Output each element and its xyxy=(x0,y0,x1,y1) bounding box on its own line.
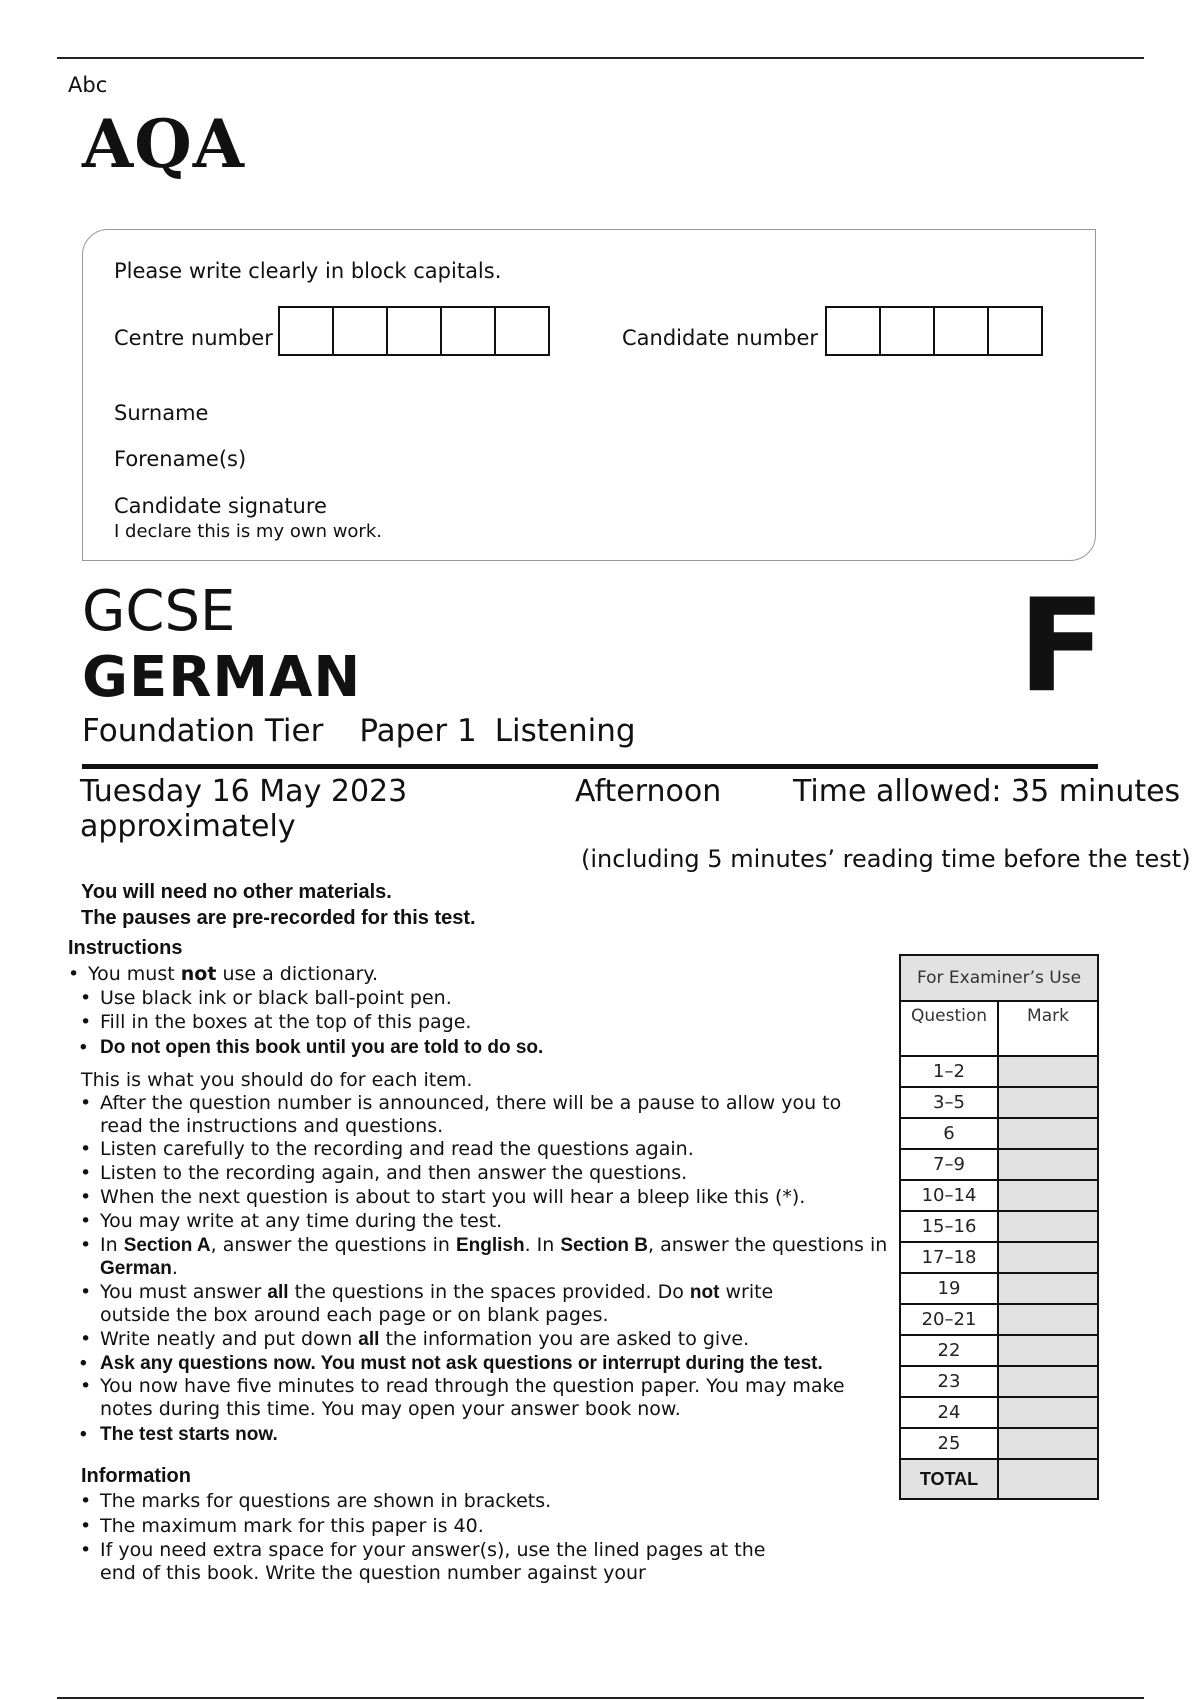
mark-cell[interactable] xyxy=(998,1304,1098,1335)
declaration-text: I declare this is my own work. xyxy=(114,521,382,542)
question-cell: 19 xyxy=(900,1273,998,1304)
top-rule xyxy=(57,57,1144,59)
table-row xyxy=(900,1335,1098,1366)
list-item: • The marks for questions are shown in brackets. xyxy=(78,1490,798,1513)
mark-cell[interactable] xyxy=(998,1428,1098,1459)
question-cell: 25 xyxy=(900,1428,998,1459)
candidate-number-digit[interactable] xyxy=(933,306,989,356)
materials-note: You will need no other materials. xyxy=(81,881,392,903)
subject-title: GERMAN xyxy=(82,645,362,710)
list-item: • After the question number is announced, there will be a pause to allow you to read the instructions and questions. xyxy=(78,1092,880,1138)
question-cell: 6 xyxy=(900,1118,998,1149)
question-cell: 1–2 xyxy=(900,1056,998,1087)
mark-cell[interactable] xyxy=(998,1149,1098,1180)
information-heading: Information xyxy=(81,1465,191,1487)
centre-number-boxes[interactable] xyxy=(278,306,550,356)
mark-cell[interactable] xyxy=(998,1366,1098,1397)
forenames-label: Forename(s) xyxy=(114,447,247,471)
list-item: • In Section A, answer the questions in English. In Section B, answer the questions in German. xyxy=(78,1234,890,1280)
tier-letter: F xyxy=(1018,572,1106,721)
centre-number-digit[interactable] xyxy=(332,306,388,356)
each-item-text: This is what you should do for each item. xyxy=(81,1069,473,1091)
question-cell: 24 xyxy=(900,1397,998,1428)
table-row xyxy=(900,1273,1098,1304)
question-column-header: Question xyxy=(900,1001,998,1056)
mark-cell[interactable] xyxy=(998,1273,1098,1304)
mark-column-header: Mark xyxy=(998,1001,1098,1056)
paper-label: Paper 1 xyxy=(359,713,477,749)
list-item: • When the next question is about to start you will hear a bleep like this (*). xyxy=(78,1186,880,1209)
exam-date: Tuesday 16 May 2023 xyxy=(80,774,408,809)
table-row xyxy=(900,1242,1098,1273)
total-label: TOTAL xyxy=(900,1459,998,1499)
question-cell: 20–21 xyxy=(900,1304,998,1335)
table-row xyxy=(900,1056,1098,1087)
mark-cell[interactable] xyxy=(998,1397,1098,1428)
list-item: • The maximum mark for this paper is 40. xyxy=(78,1515,798,1538)
mark-cell[interactable] xyxy=(998,1087,1098,1118)
centre-number-digit[interactable] xyxy=(278,306,334,356)
table-row xyxy=(900,1149,1098,1180)
signature-label: Candidate signature xyxy=(114,494,327,518)
table-row xyxy=(900,1397,1098,1428)
list-item: • Listen to the recording again, and then answer the questions. xyxy=(78,1162,880,1185)
list-item: • You now have five minutes to read through the question paper. You may make notes during this time. You may open your answer book now. xyxy=(78,1375,860,1421)
mark-cell[interactable] xyxy=(998,1056,1098,1087)
question-cell: 10–14 xyxy=(900,1180,998,1211)
centre-number-digit[interactable] xyxy=(386,306,442,356)
list-item: • You may write at any time during the test. xyxy=(78,1210,880,1233)
question-cell: 15–16 xyxy=(900,1211,998,1242)
list-item: • If you need extra space for your answer(s), use the lined pages at the end of this book. Write the question number against your xyxy=(78,1539,790,1585)
question-cell: 23 xyxy=(900,1366,998,1397)
reading-time-note: (including 5 minutes’ reading time before the test) xyxy=(581,845,1191,873)
list-item: • You must answer all the questions in the spaces provided. Do not write outside the box around each page or on blank pages. xyxy=(78,1281,830,1327)
qualification-title: GCSE xyxy=(82,579,236,644)
list-item: • Do not open this book until you are told to do so. xyxy=(78,1036,908,1059)
steps-list xyxy=(78,1092,888,1446)
candidate-number-digit[interactable] xyxy=(879,306,935,356)
question-cell: 17–18 xyxy=(900,1242,998,1273)
list-item: • Use black ink or black ball-point pen. xyxy=(78,987,908,1010)
information-list xyxy=(78,1490,798,1585)
mark-cell[interactable] xyxy=(998,1211,1098,1242)
surname-label: Surname xyxy=(114,401,209,425)
total-row xyxy=(900,1459,1098,1499)
total-mark-cell[interactable] xyxy=(998,1459,1098,1499)
title-rule xyxy=(82,764,1098,769)
candidate-number-digit[interactable] xyxy=(825,306,881,356)
time-of-day: Afternoon xyxy=(575,774,722,809)
list-item: • Fill in the boxes at the top of this page. xyxy=(78,1011,908,1034)
table-row xyxy=(900,1428,1098,1459)
mark-cell[interactable] xyxy=(998,1335,1098,1366)
list-item: • The test starts now. xyxy=(78,1423,880,1446)
question-cell: 7–9 xyxy=(900,1149,998,1180)
candidate-number-boxes[interactable] xyxy=(825,306,1043,356)
list-item: • Write neatly and put down all the information you are asked to give. xyxy=(78,1328,880,1351)
table-row xyxy=(900,1180,1098,1211)
list-item: • Ask any questions now. You must not ask questions or interrupt during the test. xyxy=(78,1352,880,1375)
instructions-heading: Instructions xyxy=(68,937,183,959)
candidate-number-digit[interactable] xyxy=(987,306,1043,356)
instructions-first xyxy=(66,963,906,986)
centre-number-digit[interactable] xyxy=(494,306,550,356)
mark-cell[interactable] xyxy=(998,1242,1098,1273)
list-item: • Listen carefully to the recording and read the questions again. xyxy=(78,1138,880,1161)
time-allowed: Time allowed: 35 minutes xyxy=(793,774,1181,809)
table-row xyxy=(900,1211,1098,1242)
tier-label: Foundation Tier xyxy=(82,713,324,749)
candidate-number-label: Candidate number xyxy=(622,326,818,350)
instructions-list xyxy=(78,987,908,1059)
question-cell: 3–5 xyxy=(900,1087,998,1118)
centre-number-digit[interactable] xyxy=(440,306,496,356)
mark-cell[interactable] xyxy=(998,1180,1098,1211)
header-abc: Abc xyxy=(68,73,108,97)
bottom-rule xyxy=(57,1697,1144,1699)
time-approx: approximately xyxy=(80,809,296,844)
aqa-logo: AQA xyxy=(82,105,245,183)
list-item: • You must not use a dictionary. xyxy=(66,963,906,986)
centre-number-label: Centre number xyxy=(114,326,273,350)
component-label: Listening xyxy=(494,713,636,749)
candidate-details-box xyxy=(82,229,1096,561)
pauses-note: The pauses are pre-recorded for this test. xyxy=(81,907,476,929)
table-row xyxy=(900,1118,1098,1149)
block-capitals-prompt: Please write clearly in block capitals. xyxy=(114,259,502,283)
question-cell: 22 xyxy=(900,1335,998,1366)
table-row xyxy=(900,1366,1098,1397)
tier-line xyxy=(82,713,672,749)
examiner-table-title: For Examiner’s Use xyxy=(900,955,1098,1001)
examiner-table xyxy=(899,954,1099,1500)
table-row xyxy=(900,1087,1098,1118)
table-row xyxy=(900,1304,1098,1335)
mark-cell[interactable] xyxy=(998,1118,1098,1149)
